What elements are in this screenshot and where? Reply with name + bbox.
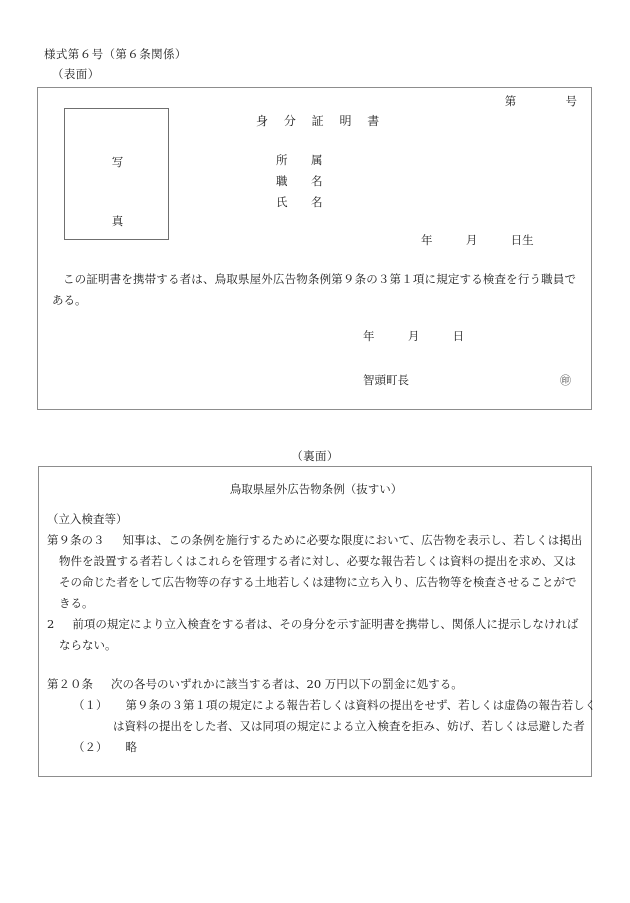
- field-position-label: 職 名: [276, 174, 329, 188]
- form-number-heading: 様式第６号（第６条関係）: [44, 47, 187, 61]
- issue-month-label: 月: [407, 329, 420, 343]
- birth-date-line: [421, 232, 534, 248]
- article-20-line-1: [39, 674, 593, 695]
- ordinance-title: 鳥取県屋外広告物条例（抜すい）: [229, 482, 403, 496]
- signer-title: 智頭町長: [363, 373, 409, 387]
- birth-year-label: 年: [421, 233, 433, 247]
- signer-row: [363, 372, 571, 388]
- field-name-label: 氏 名: [276, 195, 329, 209]
- article-20-number: 第２０条: [47, 677, 93, 691]
- article-20-item-1-number: （１）: [73, 698, 108, 712]
- article-20-item-2-number: （２）: [73, 740, 108, 754]
- ordinance-body: [39, 509, 597, 758]
- photo-placeholder-box: [64, 108, 169, 240]
- document-number-line: [505, 93, 577, 109]
- document-number-suffix: 号: [565, 94, 577, 108]
- article-20-item-1-text-1: 第９条の３第１項の規定による報告若しくは資料の提出をせず、若しくは虚偽の報告若しく: [125, 698, 597, 712]
- id-card-front-box: [37, 87, 592, 410]
- issue-day-label: 日: [452, 329, 465, 343]
- issue-date-line: [363, 328, 464, 344]
- seal-icon: ㊞: [560, 374, 571, 387]
- field-affiliation-label: 所 属: [276, 153, 329, 167]
- article-9-3-text-1: 知事は、この条例を施行するために必要な限度において、広告物を表示し、若しくは掲出: [122, 533, 583, 547]
- article-9-3-line-4: きる。: [59, 596, 94, 610]
- back-side-label: （裏面）: [291, 449, 339, 463]
- paragraph-2-number: 2: [47, 617, 55, 631]
- issue-year-label: 年: [363, 329, 375, 343]
- article-20-item-1-line-2: は資料の提出をした者、又は同項の規定による立入検査を拒み、妨げ、若しくは忌避した者: [113, 719, 585, 733]
- article-9-3-number: 第９条の３: [47, 533, 105, 547]
- article-9-3-line-3: その命じた者をして広告物等の存する土地若しくは建物に立ち入り、広告物等を検査させることがで: [59, 575, 577, 589]
- certificate-title: 身 分 証 明 書: [256, 114, 386, 128]
- id-card-back-box: [38, 466, 597, 777]
- article-20-item-2-line-1: [39, 737, 593, 758]
- certificate-statement: この証明書を携帯する者は、鳥取県屋外広告物条例第９条の３第１項に規定する検査を行う職員である。: [52, 272, 576, 307]
- article-20-item-2-text-1: 略: [125, 740, 137, 754]
- section-heading-inspection: （立入検査等）: [47, 512, 128, 526]
- paragraph-2-text-1: 前項の規定により立入検査をする者は、その身分を示す証明書を携帯し、関係人に提示しなければ: [72, 617, 579, 631]
- paragraph-2-line-2: ならない。: [59, 638, 117, 652]
- paragraph-2-line-1: [39, 614, 593, 635]
- photo-char-top: 写: [111, 155, 124, 169]
- article-20-item-1-line-1: [39, 695, 597, 716]
- certificate-field-list: [276, 150, 329, 213]
- birth-month-label: 月: [465, 233, 478, 247]
- article-9-3-line-2: 物件を設置する者若しくはこれらを管理する者に対し、必要な報告若しくは資料の提出を求め、又は: [59, 554, 577, 568]
- birth-day-label: 日生: [510, 233, 534, 247]
- front-side-label: （表面）: [52, 67, 100, 81]
- article-20-text-1: 次の各号のいずれかに該当する者は、20 万円以下の罰金に処する。: [111, 677, 463, 691]
- document-number-prefix: 第: [504, 94, 517, 108]
- paragraph-spacer: [39, 656, 593, 674]
- photo-char-bottom: 真: [111, 214, 124, 228]
- article-9-3-line-1: [39, 530, 593, 551]
